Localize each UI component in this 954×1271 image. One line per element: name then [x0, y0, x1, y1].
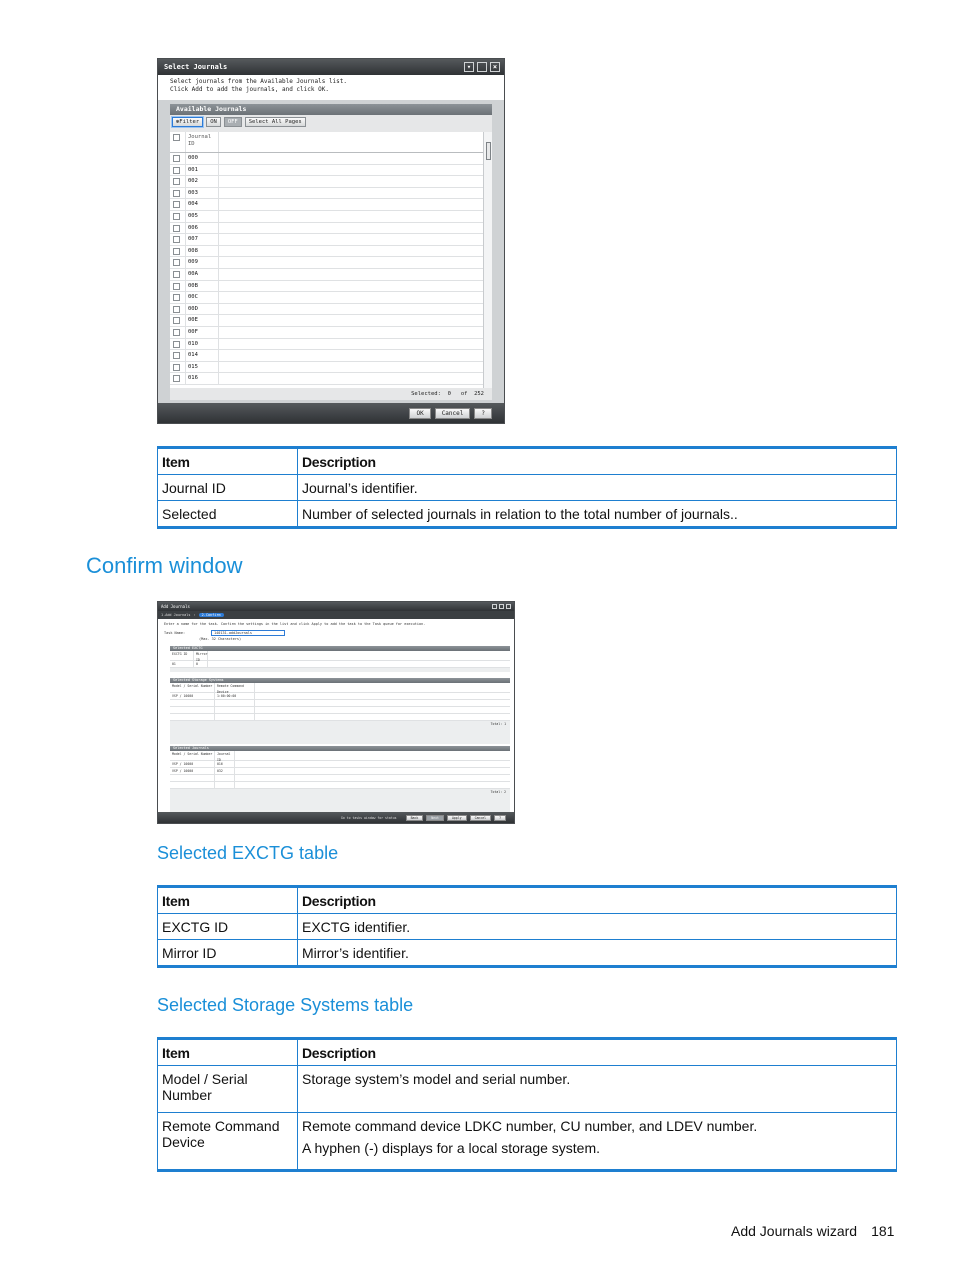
table-row — [170, 714, 510, 721]
journal-id-cell: 005 — [186, 211, 219, 222]
row-checkbox[interactable] — [173, 364, 180, 371]
filter-off-button[interactable]: OFF — [224, 117, 242, 127]
table-row[interactable] — [170, 223, 492, 235]
item-cell: Selected — [158, 501, 298, 528]
row-checkbox[interactable] — [173, 294, 180, 301]
description-text: A hyphen (-) displays for a local storage system. — [302, 1140, 601, 1156]
journal-id-cell: 002 — [186, 176, 219, 187]
table-row — [158, 501, 897, 528]
table-header — [170, 751, 510, 761]
journal-id-cell: 000 — [186, 153, 219, 164]
panel-title: Selected Journals — [170, 746, 510, 751]
page-number: 181 — [871, 1223, 895, 1239]
item-header: Item — [158, 887, 298, 914]
dialog-footer — [158, 403, 504, 423]
table-row — [158, 1113, 897, 1171]
table-row[interactable] — [170, 269, 492, 281]
status-label: Selected: — [411, 391, 441, 397]
table-row — [170, 661, 510, 668]
description-cell: Journal’s identifier. — [298, 475, 897, 501]
selection-status — [170, 388, 492, 400]
journal-id-cell: 001 — [186, 165, 219, 176]
cancel-button[interactable]: Cancel — [470, 815, 492, 821]
confirm-instruction: Enter a name for the task. Confirm the settings in the list and click Apply to add the task to the Task queue for execution. — [164, 622, 426, 626]
table-row — [158, 940, 897, 967]
journal-id-cell: 00A — [186, 269, 219, 280]
grid-header — [170, 132, 492, 153]
journal-id-cell: 006 — [186, 223, 219, 234]
table-row[interactable] — [170, 234, 492, 246]
table-row[interactable] — [170, 315, 492, 327]
row-checkbox[interactable] — [173, 167, 180, 174]
table-row — [170, 707, 510, 714]
table-row[interactable] — [170, 199, 492, 211]
available-journals-panel — [170, 104, 492, 400]
total-label: Total: 2 — [490, 790, 506, 794]
filter-button[interactable]: ⊛Filter — [172, 117, 203, 127]
description-header: Description — [298, 448, 897, 475]
row-checkbox[interactable] — [173, 155, 180, 162]
step-confirm[interactable]: 2.Confirm — [199, 613, 224, 617]
description-cell: Number of selected journals in relation to the total number of journals.. — [298, 501, 897, 528]
select-journals-dialog — [157, 58, 505, 424]
column-header: EXCTG ID — [170, 651, 194, 660]
table-row[interactable] — [170, 327, 492, 339]
selected-exctg-panel — [170, 646, 510, 672]
table-row[interactable] — [170, 246, 492, 258]
table-row — [170, 761, 510, 768]
journal-id-cell: 004 — [186, 199, 219, 210]
pin-icon[interactable]: ▾ — [464, 62, 474, 72]
filter-on-button[interactable]: ON — [206, 117, 221, 127]
total-label: Total: 1 — [490, 722, 506, 726]
description-text: Storage system’s model and serial number. — [302, 1071, 571, 1087]
row-checkbox[interactable] — [173, 329, 180, 336]
column-header: Journal ID — [215, 751, 235, 760]
back-button[interactable]: Back — [406, 815, 424, 821]
section-heading: Confirm window — [86, 553, 243, 578]
item-header: Item — [158, 448, 298, 475]
row-checkbox[interactable] — [173, 259, 180, 266]
row-checkbox[interactable] — [173, 190, 180, 197]
journal-id-cell: 015 — [186, 362, 219, 373]
table-row — [158, 914, 897, 940]
dialog-title: Add Journals — [161, 604, 190, 609]
table-row[interactable] — [170, 339, 492, 351]
task-name-row — [164, 630, 285, 641]
dialog-footer — [158, 812, 514, 823]
table-row[interactable] — [170, 304, 492, 316]
column-header: Model / Serial Number — [170, 683, 215, 692]
table-row — [170, 782, 510, 789]
description-cell: Mirror’s identifier. — [298, 940, 897, 967]
task-name-note: (Max. 32 Characters) — [199, 637, 242, 641]
next-button[interactable]: Next — [426, 815, 444, 821]
table-cell: 016 — [215, 761, 235, 767]
step-add-journals[interactable]: 1.Add Journals — [161, 613, 191, 617]
table-row — [170, 700, 510, 707]
footer-title: Add Journals wizard — [731, 1223, 858, 1239]
row-checkbox[interactable] — [173, 248, 180, 255]
task-name-label: Task Name: — [164, 631, 186, 635]
select-all-pages-button[interactable]: Select All Pages — [245, 117, 306, 127]
confirm-body — [158, 619, 514, 813]
journal-id-cell: 00B — [186, 281, 219, 292]
journal-id-cell: 00C — [186, 292, 219, 303]
scroll-thumb[interactable] — [486, 142, 491, 160]
journal-id-cell: 016 — [186, 373, 219, 384]
column-header: Model / Serial Number — [170, 751, 215, 760]
item-header: Item — [158, 1039, 298, 1066]
row-checkbox[interactable] — [173, 213, 180, 220]
description-text: Remote command device LDKC number, CU number, and LDEV number. — [302, 1118, 758, 1134]
select-journals-table — [157, 446, 897, 529]
subsection-heading: Selected EXCTG table — [157, 843, 339, 863]
subsection-heading: Selected Storage Systems table — [157, 995, 414, 1015]
instruction-line: Select journals from the Available Journals list. — [170, 78, 348, 85]
description-header: Description — [298, 887, 897, 914]
table-row[interactable] — [170, 211, 492, 223]
step-arrow-icon: › — [193, 613, 196, 617]
row-checkbox[interactable] — [173, 341, 180, 348]
table-row[interactable] — [170, 292, 492, 304]
journal-id-header[interactable]: Journal ID — [186, 132, 219, 152]
table-row — [170, 768, 510, 775]
dialog-instructions — [158, 75, 504, 100]
journal-id-cell: 010 — [186, 339, 219, 350]
row-checkbox[interactable] — [173, 306, 180, 313]
table-cell: VSP / 10000 — [170, 761, 215, 767]
journal-id-cell: 014 — [186, 350, 219, 361]
help-button[interactable]: ? — [474, 408, 492, 419]
dialog-titlebar — [158, 59, 504, 75]
row-checkbox[interactable] — [173, 271, 180, 278]
table-cell: VSP / 10000 — [170, 693, 215, 699]
panel-title: Selected Storage Systems — [170, 678, 510, 683]
table-cell: 1:00:00:00 — [215, 693, 255, 699]
journal-id-cell: 003 — [186, 188, 219, 199]
select-all-checkbox[interactable] — [173, 134, 180, 141]
table-cell: 01 — [170, 661, 194, 667]
selected-journals-panel — [170, 746, 510, 812]
exctg-table — [157, 885, 897, 968]
table-row — [158, 475, 897, 501]
total-count: 252 — [474, 391, 484, 397]
table-header — [170, 683, 510, 693]
row-checkbox[interactable] — [173, 375, 180, 382]
table-row — [158, 1066, 897, 1113]
description-cell: EXCTG identifier. — [298, 914, 897, 940]
table-row[interactable] — [170, 188, 492, 200]
grid-scrollbar[interactable] — [483, 132, 492, 388]
panel-title: Selected EXCTG — [170, 646, 510, 651]
row-checkbox[interactable] — [173, 236, 180, 243]
maximize-icon[interactable] — [499, 604, 504, 609]
item-cell: EXCTG ID — [158, 914, 298, 940]
row-checkbox[interactable] — [173, 225, 180, 232]
column-header: Mirror ID — [196, 652, 208, 662]
journal-id-cell: 00F — [186, 327, 219, 338]
item-cell: Remote Command Device — [158, 1113, 298, 1171]
table-row[interactable] — [170, 373, 492, 385]
selected-count: 0 — [447, 391, 451, 397]
selected-storage-panel — [170, 678, 510, 744]
table-cell: 0 — [194, 661, 208, 667]
table-row[interactable] — [170, 176, 492, 188]
column-header: Remote Command Device — [215, 683, 255, 692]
table-row[interactable] — [170, 350, 492, 362]
close-icon[interactable] — [506, 604, 511, 609]
journal-id-cell: 008 — [186, 246, 219, 257]
item-cell: Mirror ID — [158, 940, 298, 967]
storage-systems-table — [157, 1037, 897, 1172]
journals-grid — [170, 132, 492, 388]
description-header: Description — [298, 1039, 897, 1066]
journals-toolbar — [170, 115, 492, 129]
status-of: of — [460, 391, 468, 397]
task-name-input[interactable]: 140131-addJournals — [211, 630, 285, 636]
item-cell: Journal ID — [158, 475, 298, 501]
confirm-dialog — [157, 601, 515, 824]
instruction-line: Click Add to add the journals, and click OK. — [170, 86, 329, 93]
wizard-steps — [158, 611, 514, 619]
help-button[interactable]: ? — [494, 815, 506, 821]
pin-icon[interactable] — [492, 604, 497, 609]
table-row[interactable] — [170, 165, 492, 177]
description-cell — [298, 1066, 897, 1113]
page-footer — [731, 1223, 894, 1239]
row-checkbox[interactable] — [173, 178, 180, 185]
table-cell: VSP / 10000 — [170, 768, 215, 774]
panel-title: Available Journals — [170, 104, 492, 115]
dialog-titlebar — [158, 602, 514, 611]
description-cell — [298, 1113, 897, 1171]
row-checkbox[interactable] — [173, 317, 180, 324]
table-row[interactable] — [170, 153, 492, 165]
go-to-tasks-checkbox[interactable]: Go to tasks window for status — [340, 815, 397, 820]
table-row — [170, 693, 510, 700]
journal-id-cell: 007 — [186, 234, 219, 245]
row-checkbox[interactable] — [173, 352, 180, 359]
item-cell: Model / Serial Number — [158, 1066, 298, 1113]
journal-id-cell: 00D — [186, 304, 219, 315]
row-checkbox[interactable] — [173, 201, 180, 208]
table-header — [170, 651, 510, 661]
table-row[interactable] — [170, 281, 492, 293]
dialog-title: Select Journals — [164, 63, 228, 71]
table-row[interactable] — [170, 362, 492, 374]
maximize-icon[interactable] — [477, 62, 487, 72]
close-icon[interactable]: × — [490, 62, 500, 72]
row-checkbox[interactable] — [173, 283, 180, 290]
cancel-button[interactable]: Cancel — [435, 408, 471, 419]
apply-button[interactable]: Apply — [447, 815, 467, 821]
journal-id-cell: 00E — [186, 315, 219, 326]
table-row[interactable] — [170, 257, 492, 269]
ok-button[interactable]: OK — [409, 408, 430, 419]
journal-id-cell: 009 — [186, 257, 219, 268]
table-cell: 032 — [215, 768, 235, 774]
table-row — [170, 775, 510, 782]
